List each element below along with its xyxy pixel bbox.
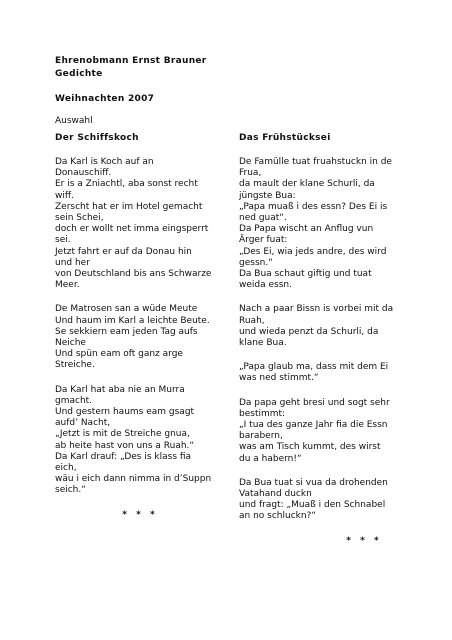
poem-title: Der Schiffskoch: [55, 133, 139, 143]
verse-line: ab heite hast von uns a Ruah.“: [55, 440, 195, 451]
verse-line: und fragt: „Muaß i den Schnabel: [239, 500, 386, 511]
verse-line: gmacht.: [55, 395, 93, 406]
verse-line: Zerscht hat er im Hotel gemacht: [55, 201, 203, 212]
verse-line: Da Bua schaut giftig und tuat: [239, 269, 372, 280]
verse-line: ned guat“.: [239, 213, 287, 224]
verse-line: Frua,: [239, 168, 262, 179]
verse-line: Da papa geht bresi und sogt sehr: [239, 397, 390, 408]
selection-label: Auswahl: [55, 116, 93, 126]
verse-line: weida essn.: [239, 280, 292, 291]
verse-line: Jetzt fahrt er auf da Donau hin: [55, 246, 192, 257]
verse-line: aufd’ Nacht,: [55, 418, 111, 429]
verse-line: und wieda penzt da Schurli, da: [239, 326, 379, 337]
poem-title: Das Frühstücksei: [239, 133, 331, 143]
verse-line: sein Schei,: [55, 213, 104, 224]
verse-line: seich.“: [55, 485, 86, 496]
end-mark: * * *: [122, 509, 158, 520]
stanza: [55, 304, 230, 371]
verse-line: Da Bua tuat si vua da drohenden: [239, 477, 388, 488]
stanza: [55, 385, 230, 497]
verse-line: De Famülle tuat fruahstuckn in de: [239, 157, 392, 167]
verse-line: und her: [55, 257, 90, 268]
verse-line: an no schluckn?“: [239, 511, 317, 522]
verse-line: Streiche.: [55, 360, 95, 371]
verse-line: „Papa glaub ma, dass mit dem Ei: [239, 362, 389, 373]
verse-line: Und haum im Karl a leichte Beute.: [55, 315, 210, 326]
verse-line: „Papa muaß i des essn? Des Ei is: [239, 201, 388, 212]
stanza: [55, 157, 230, 291]
verse-line: du a habern!“: [239, 453, 302, 464]
genre-line: Gedichte: [55, 69, 103, 79]
verse-line: Da Karl drauf: „Des is klass fia: [55, 451, 192, 462]
verse-line: „I tua des ganze Jahr fia die Essn: [239, 420, 388, 431]
stanza: [239, 478, 419, 523]
verse-line: Und spün eam oft ganz arge: [55, 349, 183, 360]
verse-line: da mault der klane Schurli, da: [239, 179, 375, 190]
verse-line: „Jetzt is mit de Streiche gnua,: [55, 429, 190, 440]
verse-line: wäu i eich dann nimma in d’Suppn: [55, 474, 212, 485]
verse-line: Da Papa wischt an Anflug vun: [239, 224, 374, 235]
verse-line: De Matrosen san a wüde Meute: [55, 304, 198, 315]
verse-line: Da Karl hat aba nie an Murra: [55, 384, 185, 395]
verse-line: wiff.: [55, 190, 74, 201]
verse-line: „Des Ei, wia jeds andre, des wird: [239, 246, 387, 257]
verse-line: klane Bua.: [239, 338, 287, 349]
verse-line: Se sekkiern eam jeden Tag aufs: [55, 326, 198, 337]
stanza: [239, 362, 419, 384]
verse-line: Ärger fuat:: [239, 235, 288, 246]
verse-line: gessn.“: [239, 257, 273, 268]
verse-line: jüngste Bua:: [239, 190, 296, 201]
stanza: [239, 304, 419, 349]
verse-line: barabern,: [239, 431, 283, 442]
verse-line: eich,: [55, 463, 77, 474]
verse-line: Meer.: [55, 280, 80, 291]
verse-line: sei.: [55, 235, 71, 246]
verse-line: Nach a paar Bissn is vorbei mit da: [239, 304, 394, 315]
stanza: [239, 157, 419, 291]
verse-line: Da Karl is Koch auf an: [55, 157, 154, 167]
verse-line: was ned stimmt.“: [239, 373, 319, 384]
verse-line: Und gestern haums eam gsagt: [55, 407, 195, 418]
verse-line: Er is a Zniachtl, aba sonst recht: [55, 179, 198, 190]
verse-line: Vatahand duckn: [239, 489, 312, 500]
poem-schiffskoch: [55, 133, 230, 520]
verse-line: Donauschiff.: [55, 168, 112, 179]
author-line: Ehrenobmann Ernst Brauner: [55, 56, 207, 66]
verse-line: bestimmt:: [239, 408, 286, 419]
stanza: [239, 398, 419, 465]
end-mark: * * *: [346, 535, 382, 546]
poem-fruehstuecksei: [239, 133, 419, 546]
verse-line: Neiche: [55, 338, 86, 349]
verse-line: Ruah,: [239, 315, 265, 326]
verse-line: von Deutschland bis ans Schwarze: [55, 269, 212, 280]
verse-line: was am Tisch kummt, des wirst: [239, 442, 381, 453]
collection-title: Weihnachten 2007: [55, 94, 155, 104]
verse-line: doch er wollt net imma eingsperrt: [55, 224, 209, 235]
